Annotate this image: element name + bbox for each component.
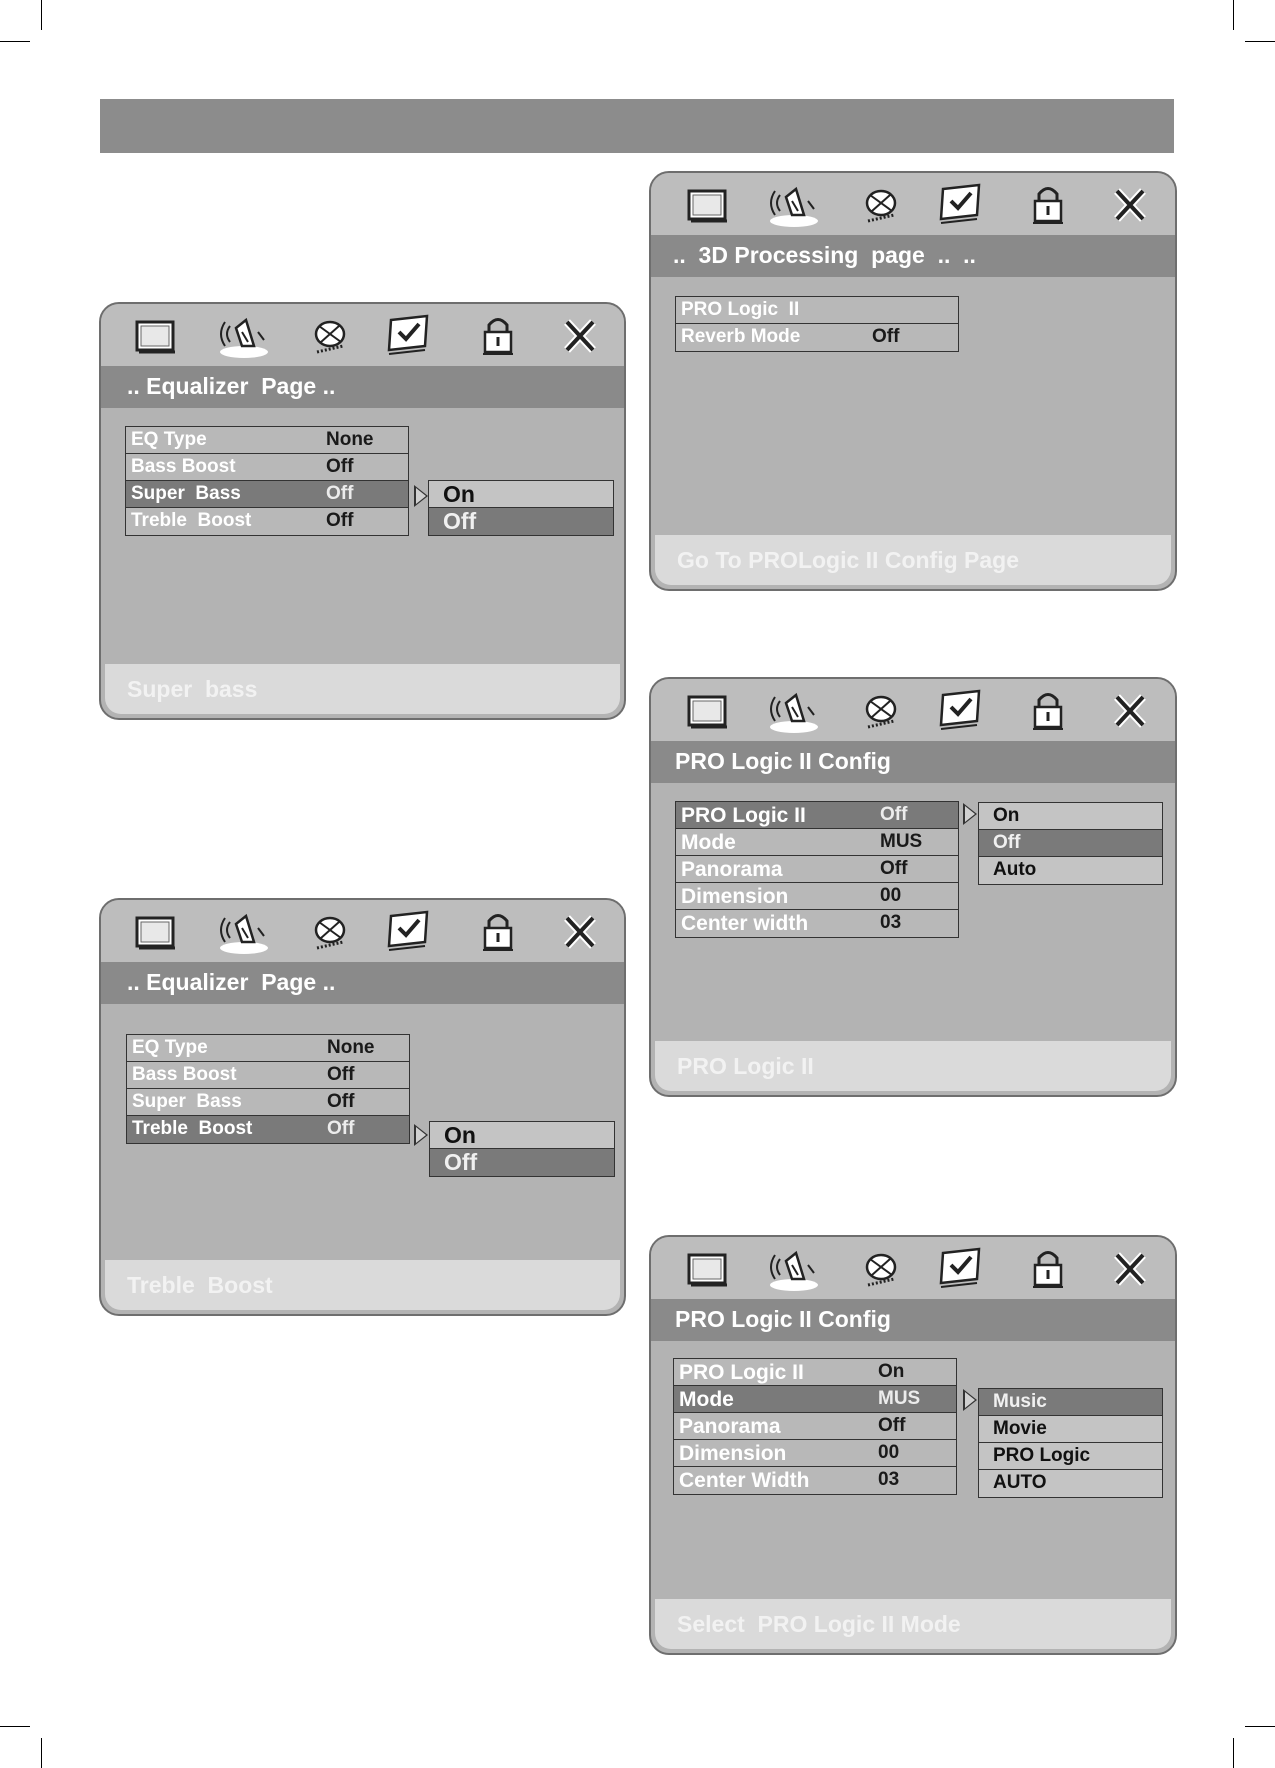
page-title: PRO Logic II Config: [675, 1306, 891, 1332]
menu-row-panorama[interactable]: [674, 1413, 956, 1440]
close-icon[interactable]: [1103, 181, 1157, 229]
row-value: None: [326, 429, 374, 450]
page-title-bar: [101, 366, 624, 408]
close-icon[interactable]: [553, 312, 607, 360]
lock-icon[interactable]: [1021, 687, 1075, 735]
3d-processing-panel: [649, 171, 1177, 591]
option-music[interactable]: [979, 1389, 1162, 1416]
icon-toolbar: [101, 900, 624, 962]
check-icon[interactable]: [933, 1245, 987, 1293]
row-label: EQ Type: [132, 1037, 208, 1058]
help-text: Treble Boost: [127, 1272, 273, 1298]
menu-row-mode[interactable]: [674, 1386, 956, 1413]
help-footer: [655, 535, 1171, 585]
row-value: Off: [327, 1091, 355, 1112]
help-footer: [105, 664, 620, 714]
option-submenu: [978, 1388, 1163, 1498]
speaker-icon[interactable]: [766, 1245, 820, 1293]
page-title: PRO Logic II Config: [675, 748, 891, 774]
row-label: PRO Logic II: [681, 299, 800, 320]
row-value: Off: [872, 326, 900, 347]
settings-menu: [675, 801, 959, 938]
menu-row-bass-boost[interactable]: [126, 454, 408, 481]
option-off[interactable]: [430, 1149, 614, 1176]
help-footer: [655, 1599, 1171, 1649]
row-label: Bass Boost: [132, 1064, 237, 1085]
row-value: Off: [326, 456, 354, 477]
submenu-pointer-icon: [963, 803, 977, 825]
equalizer-panel-super-bass: [99, 302, 626, 720]
option-label: Off: [993, 832, 1021, 853]
settings-menu: [673, 1358, 957, 1495]
row-value: MUS: [880, 831, 923, 852]
option-auto[interactable]: [979, 857, 1162, 884]
option-on[interactable]: [979, 803, 1162, 830]
row-label: Super Bass: [131, 483, 241, 504]
menu-row-pro-logic[interactable]: [676, 802, 958, 829]
page-title-bar: [651, 1299, 1175, 1341]
row-label: Panorama: [681, 858, 783, 881]
crop-mark: [41, 1738, 42, 1768]
crop-mark: [0, 1726, 30, 1727]
pro-logic-mode-panel: [649, 1235, 1177, 1655]
option-on[interactable]: [429, 481, 613, 508]
monitor-icon[interactable]: [129, 312, 183, 360]
help-footer: [655, 1041, 1171, 1091]
option-off[interactable]: [979, 830, 1162, 857]
check-icon[interactable]: [933, 687, 987, 735]
speaker-icon[interactable]: [216, 312, 270, 360]
lock-icon[interactable]: [471, 312, 525, 360]
icon-toolbar: [651, 679, 1175, 741]
option-submenu: [429, 1121, 615, 1177]
menu-row-eq-type[interactable]: [126, 427, 408, 454]
close-icon[interactable]: [1103, 687, 1157, 735]
option-pro-logic[interactable]: [979, 1443, 1162, 1470]
option-label: PRO Logic: [993, 1445, 1091, 1466]
row-value: Off: [880, 858, 908, 879]
menu-row-reverb-mode[interactable]: [676, 324, 958, 351]
help-text: PRO Logic II: [677, 1053, 814, 1079]
menu-row-super-bass[interactable]: [126, 481, 408, 508]
option-submenu: [978, 802, 1163, 885]
option-label: AUTO: [993, 1472, 1047, 1493]
row-value: 00: [880, 885, 902, 906]
option-auto[interactable]: [979, 1470, 1162, 1497]
row-value: None: [327, 1037, 375, 1058]
menu-row-dimension[interactable]: [676, 883, 958, 910]
disc-icon[interactable]: [854, 1245, 908, 1293]
row-value: Off: [878, 1415, 906, 1436]
page-title-bar: [101, 962, 624, 1004]
page-title: .. 3D Processing page .. ..: [673, 242, 976, 268]
row-value: Off: [326, 483, 354, 504]
page-title: .. Equalizer Page ..: [127, 373, 336, 399]
menu-row-pro-logic[interactable]: [676, 297, 958, 324]
row-value: Off: [327, 1118, 355, 1139]
monitor-icon[interactable]: [681, 687, 735, 735]
row-label: Dimension: [681, 885, 789, 908]
menu-row-pro-logic[interactable]: [674, 1359, 956, 1386]
menu-row-bass-boost[interactable]: [127, 1062, 409, 1089]
option-label: Auto: [993, 859, 1037, 880]
lock-icon[interactable]: [471, 908, 525, 956]
row-label: Center width: [681, 912, 809, 935]
close-icon[interactable]: [1103, 1245, 1157, 1293]
speaker-icon[interactable]: [216, 908, 270, 956]
option-label: On: [993, 805, 1020, 826]
row-label: Mode: [681, 831, 736, 854]
option-label: Off: [444, 1149, 478, 1175]
row-value: Off: [880, 804, 908, 825]
monitor-icon[interactable]: [129, 908, 183, 956]
disc-icon[interactable]: [303, 908, 357, 956]
row-label: Reverb Mode: [681, 326, 801, 347]
help-text: Super bass: [127, 676, 258, 702]
row-label: Treble Boost: [132, 1118, 253, 1139]
row-value: 03: [878, 1469, 900, 1490]
monitor-icon[interactable]: [681, 1245, 735, 1293]
submenu-pointer-icon: [414, 485, 428, 507]
submenu-pointer-icon: [963, 1389, 977, 1411]
check-icon[interactable]: [933, 181, 987, 229]
lock-icon[interactable]: [1021, 1245, 1075, 1293]
option-label: Off: [443, 508, 477, 534]
crop-mark: [1233, 1738, 1234, 1768]
help-text: Go To PROLogic II Config Page: [677, 547, 1020, 573]
header-banner: [100, 99, 1174, 153]
settings-menu: [125, 426, 409, 536]
row-value: 00: [878, 1442, 900, 1463]
row-label: EQ Type: [131, 429, 207, 450]
menu-row-center-width[interactable]: [676, 910, 958, 937]
row-value: Off: [326, 510, 354, 531]
icon-toolbar: [101, 304, 624, 366]
row-value: 03: [880, 912, 902, 933]
row-label: PRO Logic II: [681, 804, 806, 827]
menu-row-eq-type[interactable]: [127, 1035, 409, 1062]
option-label: On: [443, 481, 475, 507]
check-icon[interactable]: [381, 908, 435, 956]
page-title-bar: [651, 741, 1175, 783]
menu-row-treble-boost[interactable]: [127, 1116, 409, 1143]
option-submenu: [428, 480, 614, 536]
row-label: Bass Boost: [131, 456, 236, 477]
row-value: MUS: [878, 1388, 921, 1409]
row-label: Dimension: [679, 1442, 787, 1465]
crop-mark: [1245, 41, 1275, 42]
submenu-pointer-icon: [414, 1124, 428, 1146]
menu-row-panorama[interactable]: [676, 856, 958, 883]
pro-logic-config-panel: [649, 677, 1177, 1097]
crop-mark: [41, 0, 42, 30]
help-footer: [105, 1260, 620, 1310]
speaker-icon[interactable]: [766, 687, 820, 735]
monitor-icon[interactable]: [681, 181, 735, 229]
row-label: Center Width: [679, 1469, 810, 1492]
option-label: Movie: [993, 1418, 1047, 1439]
lock-icon[interactable]: [1021, 181, 1075, 229]
crop-mark: [1245, 1726, 1275, 1727]
page-title-bar: [651, 235, 1175, 277]
equalizer-panel-treble-boost: [99, 898, 626, 1316]
menu-row-center-width[interactable]: [674, 1467, 956, 1494]
settings-menu: [675, 296, 959, 352]
option-label: On: [444, 1122, 476, 1148]
row-label: Panorama: [679, 1415, 781, 1438]
option-off[interactable]: [429, 508, 613, 535]
icon-toolbar: [651, 1237, 1175, 1299]
help-text: Select PRO Logic II Mode: [677, 1611, 961, 1637]
row-label: Treble Boost: [131, 510, 252, 531]
disc-icon[interactable]: [303, 312, 357, 360]
check-icon[interactable]: [381, 312, 435, 360]
disc-icon[interactable]: [854, 687, 908, 735]
option-on[interactable]: [430, 1122, 614, 1149]
row-value: On: [878, 1361, 905, 1382]
row-label: PRO Logic II: [679, 1361, 804, 1384]
menu-row-super-bass[interactable]: [127, 1089, 409, 1116]
row-value: Off: [327, 1064, 355, 1085]
crop-mark: [1233, 0, 1234, 30]
icon-toolbar: [651, 173, 1175, 235]
menu-row-dimension[interactable]: [674, 1440, 956, 1467]
option-movie[interactable]: [979, 1416, 1162, 1443]
option-label: Music: [993, 1391, 1047, 1412]
menu-row-treble-boost[interactable]: [126, 508, 408, 535]
row-label: Super Bass: [132, 1091, 242, 1112]
crop-mark: [0, 41, 30, 42]
row-label: Mode: [679, 1388, 734, 1411]
disc-icon[interactable]: [854, 181, 908, 229]
menu-row-mode[interactable]: [676, 829, 958, 856]
page-title: .. Equalizer Page ..: [127, 969, 336, 995]
speaker-icon[interactable]: [766, 181, 820, 229]
close-icon[interactable]: [553, 908, 607, 956]
settings-menu: [126, 1034, 410, 1144]
